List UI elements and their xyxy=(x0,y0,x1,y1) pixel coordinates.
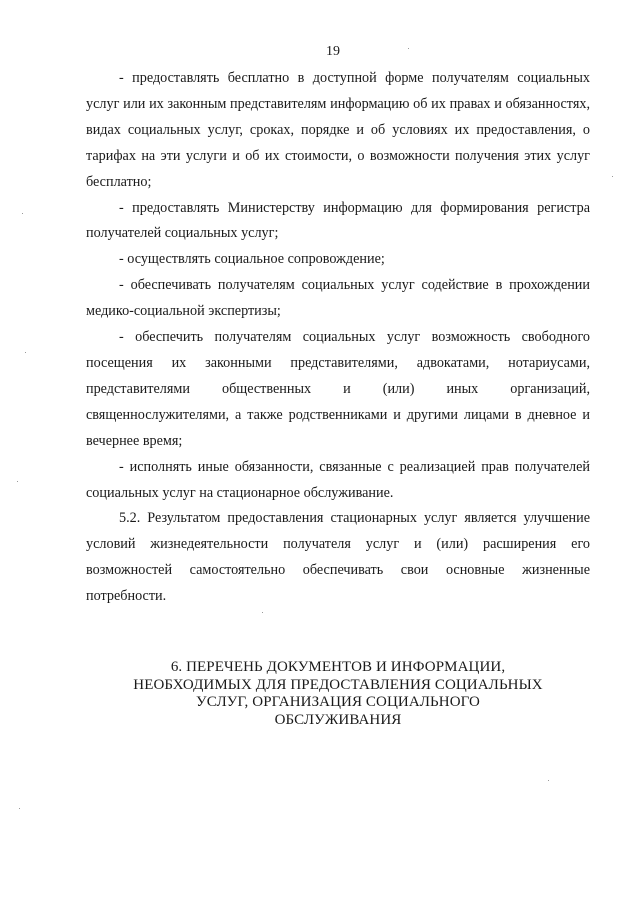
section-heading xyxy=(86,659,590,729)
paragraph-free-visits: - обеспечить получателям социальных услуг возможность свободного посещения их законными представителями, адвокатами, нотариусами, представителями общественных и (или) иных организаций, священнослужителями, а также родственниками и другими лицами в дневное и вечернее время; xyxy=(86,329,590,449)
scan-speck xyxy=(548,780,549,781)
section-heading-line: ОБСЛУЖИВАНИЯ xyxy=(274,711,402,728)
section-heading-line: УСЛУГ, ОРГАНИЗАЦИЯ СОЦИАЛЬНОГО xyxy=(196,694,480,710)
paragraph-inform-recipients: - предоставлять бесплатно в доступной форме получателям социальных услуг или их законным представителям информацию об их правах и обязанностях, видах социальных услуг, сроках, порядке и об условиях их предоставления, о тарифах на эти услуги и об их стоимости, о возможности получения этих услуг бесплатно; xyxy=(86,70,590,190)
scan-speck xyxy=(612,176,613,177)
scan-speck xyxy=(17,481,18,482)
scan-speck xyxy=(408,48,409,49)
paragraph-other-duties: - исполнять иные обязанности, связанные с реализацией прав получателей социальных услуг на стационарное обслуживание. xyxy=(86,458,590,501)
section-heading-line: НЕОБХОДИМЫХ ДЛЯ ПРЕДОСТАВЛЕНИЯ СОЦИАЛЬНЫХ xyxy=(133,676,543,693)
page-number: 19 xyxy=(326,44,340,59)
document-body xyxy=(86,66,590,610)
scan-speck xyxy=(22,213,23,214)
scan-speck xyxy=(262,612,263,613)
paragraph-section-5-2: 5.2. Результатом предоставления стационарных услуг является улучшение условий жизнедеятельности получателя услуг и (или) расширения его возможностей самостоятельно обеспечивать свои основные жизненные потребности. xyxy=(86,510,590,605)
scan-speck xyxy=(19,808,20,809)
paragraph-social-support: - осуществлять социальное сопровождение; xyxy=(119,251,385,268)
scan-speck xyxy=(25,352,26,353)
paragraph-ministry-register: - предоставлять Министерству информацию для формирования регистра получателей социальных услуг; xyxy=(86,199,590,242)
section-heading-line: 6. ПЕРЕЧЕНЬ ДОКУМЕНТОВ И ИНФОРМАЦИИ, xyxy=(170,659,506,675)
paragraph-medical-expertise: - обеспечивать получателям социальных услуг содействие в прохождении медико-социальной экспертизы; xyxy=(86,277,590,320)
